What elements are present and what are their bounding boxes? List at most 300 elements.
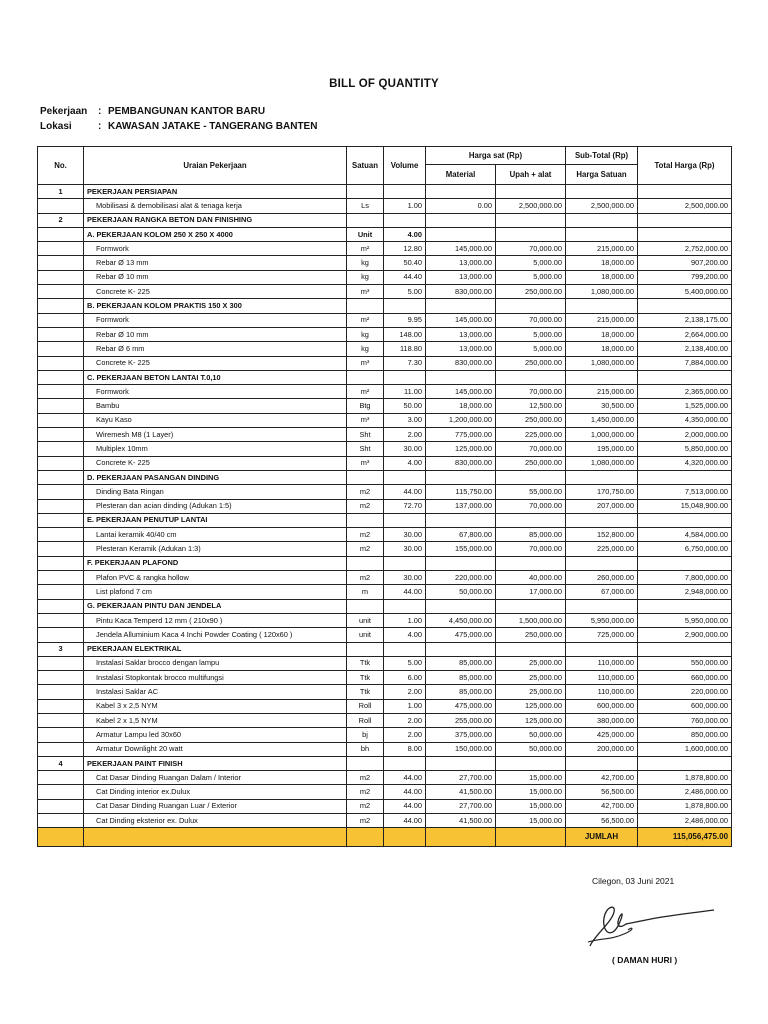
section-row [38, 213, 732, 227]
row-description: Armatur Downlight 20 watt [84, 742, 347, 756]
row-number [38, 542, 84, 556]
row-material: 1,200,000.00 [426, 413, 496, 427]
meta-value: PEMBANGUNAN KANTOR BARU [108, 106, 266, 117]
row-upah: 15,000.00 [496, 771, 566, 785]
row-number [38, 327, 84, 341]
row-unit [347, 370, 384, 384]
row-material [426, 370, 496, 384]
row-harga-satuan: 18,000.00 [566, 270, 638, 284]
row-description: Concrete K- 225 [84, 285, 347, 299]
row-volume: 118.80 [384, 342, 426, 356]
row-upah: 70,000.00 [496, 542, 566, 556]
row-description: Mobilisasi & demobilisasi alat & tenaga kerja [84, 199, 347, 213]
row-number [38, 442, 84, 456]
row-number [38, 485, 84, 499]
row-unit: m2 [347, 771, 384, 785]
table-row [38, 428, 732, 442]
table-row [38, 313, 732, 327]
row-description: Cat Dasar Dinding Ruangan Luar / Exterior [84, 799, 347, 813]
row-upah: 17,000.00 [496, 585, 566, 599]
subsection-row [38, 299, 732, 313]
row-harga-satuan: 215,000.00 [566, 385, 638, 399]
row-description: Concrete K- 225 [84, 356, 347, 370]
row-unit: kg [347, 256, 384, 270]
row-volume: 5.00 [384, 285, 426, 299]
table-row [38, 528, 732, 542]
row-description: B. PEKERJAAN KOLOM PRAKTIS 150 X 300 [84, 299, 347, 313]
row-harga-satuan: 18,000.00 [566, 256, 638, 270]
row-number [38, 285, 84, 299]
row-material: 145,000.00 [426, 385, 496, 399]
row-material [426, 299, 496, 313]
row-number [38, 385, 84, 399]
row-total [638, 185, 732, 199]
row-volume: 1.00 [384, 199, 426, 213]
row-total: 1,600,000.00 [638, 742, 732, 756]
row-upah: 5,000.00 [496, 327, 566, 341]
row-material [426, 556, 496, 570]
signature-name: ( DAMAN HURI ) [612, 955, 678, 965]
row-total: 907,200.00 [638, 256, 732, 270]
row-description: PEKERJAAN RANGKA BETON DAN FINISHING [84, 213, 347, 227]
row-material: 4,450,000.00 [426, 613, 496, 627]
row-unit [347, 185, 384, 199]
row-unit [347, 599, 384, 613]
table-row [38, 628, 732, 642]
row-material: 67,800.00 [426, 528, 496, 542]
section-row [38, 756, 732, 770]
row-upah: 40,000.00 [496, 571, 566, 585]
header-harga-satuan: Harga Satuan [566, 165, 638, 185]
row-total: 760,000.00 [638, 713, 732, 727]
row-total [638, 227, 732, 241]
row-material: 13,000.00 [426, 327, 496, 341]
row-number [38, 313, 84, 327]
row-unit: Sht [347, 428, 384, 442]
section-row [38, 642, 732, 656]
row-total: 2,664,000.00 [638, 327, 732, 341]
row-total [638, 213, 732, 227]
table-row [38, 199, 732, 213]
row-total: 7,800,000.00 [638, 571, 732, 585]
row-volume: 1.00 [384, 613, 426, 627]
row-upah: 25,000.00 [496, 671, 566, 685]
row-material: 155,000.00 [426, 542, 496, 556]
row-total: 799,200.00 [638, 270, 732, 284]
row-harga-satuan: 725,000.00 [566, 628, 638, 642]
row-upah: 50,000.00 [496, 742, 566, 756]
row-number [38, 470, 84, 484]
row-material: 115,750.00 [426, 485, 496, 499]
row-number [38, 771, 84, 785]
row-unit [347, 299, 384, 313]
subsection-row [38, 513, 732, 527]
table-row [38, 785, 732, 799]
row-volume: 4.00 [384, 227, 426, 241]
row-volume: 30.00 [384, 442, 426, 456]
row-harga-satuan: 56,500.00 [566, 814, 638, 828]
row-unit: m² [347, 313, 384, 327]
row-material: 475,000.00 [426, 628, 496, 642]
row-description: Plafon PVC & rangka hollow [84, 571, 347, 585]
row-total: 2,365,000.00 [638, 385, 732, 399]
row-volume: 44.40 [384, 270, 426, 284]
row-harga-satuan: 215,000.00 [566, 313, 638, 327]
row-volume: 30.00 [384, 542, 426, 556]
row-harga-satuan: 1,080,000.00 [566, 356, 638, 370]
row-material: 145,000.00 [426, 242, 496, 256]
row-unit: m2 [347, 571, 384, 585]
row-unit: m2 [347, 814, 384, 828]
row-volume [384, 213, 426, 227]
row-material: 125,000.00 [426, 442, 496, 456]
table-row [38, 442, 732, 456]
table-row [38, 285, 732, 299]
row-number [38, 742, 84, 756]
row-material [426, 642, 496, 656]
row-volume [384, 642, 426, 656]
row-number [38, 513, 84, 527]
row-upah: 70,000.00 [496, 242, 566, 256]
row-harga-satuan: 170,750.00 [566, 485, 638, 499]
total-cell [384, 828, 426, 847]
row-upah: 2,500,000.00 [496, 199, 566, 213]
total-cell [38, 828, 84, 847]
row-harga-satuan: 30,500.00 [566, 399, 638, 413]
row-volume: 44.00 [384, 785, 426, 799]
row-upah: 250,000.00 [496, 628, 566, 642]
meta-label: Lokasi [40, 121, 72, 132]
row-harga-satuan: 42,700.00 [566, 799, 638, 813]
header-material: Material [426, 165, 496, 185]
row-upah: 50,000.00 [496, 728, 566, 742]
row-material [426, 470, 496, 484]
row-total: 2,000,000.00 [638, 428, 732, 442]
row-number [38, 599, 84, 613]
row-description: Cat Dasar Dinding Ruangan Dalam / Interior [84, 771, 347, 785]
meta-pekerjaan [40, 106, 265, 117]
row-unit [347, 213, 384, 227]
row-volume [384, 599, 426, 613]
row-number [38, 671, 84, 685]
signature-mark [584, 896, 724, 952]
table-row [38, 814, 732, 828]
row-description: Rebar Ø 13 mm [84, 256, 347, 270]
row-harga-satuan [566, 213, 638, 227]
row-number [38, 613, 84, 627]
row-total: 5,950,000.00 [638, 613, 732, 627]
row-description: Kayu Kaso [84, 413, 347, 427]
total-row [38, 828, 732, 847]
row-number [38, 413, 84, 427]
row-unit: Roll [347, 713, 384, 727]
row-harga-satuan: 380,000.00 [566, 713, 638, 727]
row-upah: 5,000.00 [496, 342, 566, 356]
table-row [38, 771, 732, 785]
subsection-row [38, 370, 732, 384]
row-material: 775,000.00 [426, 428, 496, 442]
row-material: 255,000.00 [426, 713, 496, 727]
row-volume [384, 513, 426, 527]
row-total: 600,000.00 [638, 699, 732, 713]
row-volume [384, 470, 426, 484]
row-material: 830,000.00 [426, 356, 496, 370]
row-unit: Ls [347, 199, 384, 213]
row-unit [347, 756, 384, 770]
row-description: D. PEKERJAAN PASANGAN DINDING [84, 470, 347, 484]
row-number [38, 199, 84, 213]
row-upah [496, 227, 566, 241]
row-upah: 70,000.00 [496, 442, 566, 456]
row-total: 660,000.00 [638, 671, 732, 685]
subsection-row [38, 556, 732, 570]
row-material: 85,000.00 [426, 685, 496, 699]
row-upah [496, 756, 566, 770]
row-upah: 1,500,000.00 [496, 613, 566, 627]
row-volume: 2.00 [384, 728, 426, 742]
row-harga-satuan: 2,500,000.00 [566, 199, 638, 213]
row-material: 50,000.00 [426, 585, 496, 599]
row-description: Formwork [84, 313, 347, 327]
row-volume: 7.30 [384, 356, 426, 370]
row-total: 15,048,900.00 [638, 499, 732, 513]
row-description: Cat Dinding eksterior ex. Dulux [84, 814, 347, 828]
row-unit [347, 470, 384, 484]
row-material: 41,500.00 [426, 814, 496, 828]
row-number [38, 342, 84, 356]
subsection-row [38, 227, 732, 241]
row-volume [384, 756, 426, 770]
row-harga-satuan: 207,000.00 [566, 499, 638, 513]
row-volume: 44.00 [384, 485, 426, 499]
table-row [38, 728, 732, 742]
row-unit [347, 642, 384, 656]
table-row [38, 270, 732, 284]
row-harga-satuan: 215,000.00 [566, 242, 638, 256]
row-upah: 12,500.00 [496, 399, 566, 413]
row-total: 7,513,000.00 [638, 485, 732, 499]
row-description: E. PEKERJAAN PENUTUP LANTAI [84, 513, 347, 527]
row-harga-satuan: 425,000.00 [566, 728, 638, 742]
row-upah: 250,000.00 [496, 356, 566, 370]
row-material [426, 213, 496, 227]
row-number [38, 713, 84, 727]
row-upah: 15,000.00 [496, 785, 566, 799]
table-row [38, 456, 732, 470]
row-total: 5,400,000.00 [638, 285, 732, 299]
row-description: PEKERJAAN PAINT FINISH [84, 756, 347, 770]
meta-label: Pekerjaan [40, 106, 88, 117]
row-upah [496, 299, 566, 313]
row-unit: Ttk [347, 656, 384, 670]
row-description: Multiplex 10mm [84, 442, 347, 456]
row-total: 4,320,000.00 [638, 456, 732, 470]
row-upah [496, 470, 566, 484]
row-harga-satuan: 152,800.00 [566, 528, 638, 542]
row-unit [347, 513, 384, 527]
row-harga-satuan: 1,000,000.00 [566, 428, 638, 442]
row-description: Instalasi Saklar brocco dengan lampu [84, 656, 347, 670]
row-volume [384, 370, 426, 384]
header-no: No. [38, 147, 84, 185]
row-number: 1 [38, 185, 84, 199]
signature-date: Cilegon, 03 Juni 2021 [592, 876, 675, 886]
row-volume: 44.00 [384, 814, 426, 828]
row-harga-satuan: 600,000.00 [566, 699, 638, 713]
row-number [38, 428, 84, 442]
total-cell [496, 828, 566, 847]
row-number [38, 628, 84, 642]
row-total [638, 299, 732, 313]
row-unit: m2 [347, 542, 384, 556]
row-number [38, 556, 84, 570]
row-number [38, 499, 84, 513]
header-upah: Upah + alat [496, 165, 566, 185]
table-row [38, 327, 732, 341]
row-harga-satuan: 110,000.00 [566, 685, 638, 699]
row-description: Armatur Lampu led 30x60 [84, 728, 347, 742]
row-volume [384, 185, 426, 199]
row-unit: bj [347, 728, 384, 742]
table-row [38, 613, 732, 627]
row-volume: 12.80 [384, 242, 426, 256]
row-unit: unit [347, 613, 384, 627]
row-harga-satuan [566, 227, 638, 241]
row-number: 4 [38, 756, 84, 770]
table-row [38, 499, 732, 513]
row-upah [496, 556, 566, 570]
row-material: 137,000.00 [426, 499, 496, 513]
row-unit: m³ [347, 413, 384, 427]
row-harga-satuan: 67,000.00 [566, 585, 638, 599]
table-row [38, 385, 732, 399]
row-unit: m2 [347, 485, 384, 499]
section-row [38, 185, 732, 199]
row-upah: 70,000.00 [496, 313, 566, 327]
header-satuan: Satuan [347, 147, 384, 185]
row-harga-satuan: 1,450,000.00 [566, 413, 638, 427]
row-total: 220,000.00 [638, 685, 732, 699]
row-number [38, 785, 84, 799]
row-harga-satuan: 110,000.00 [566, 656, 638, 670]
row-unit: Sht [347, 442, 384, 456]
row-number [38, 571, 84, 585]
row-unit: m³ [347, 456, 384, 470]
row-upah: 225,000.00 [496, 428, 566, 442]
row-upah [496, 599, 566, 613]
boq-table [37, 146, 732, 847]
row-total: 5,850,000.00 [638, 442, 732, 456]
row-unit: m [347, 585, 384, 599]
row-description: Instalasi Stopkontak brocco multifungsi [84, 671, 347, 685]
row-material: 41,500.00 [426, 785, 496, 799]
subsection-row [38, 470, 732, 484]
row-number [38, 799, 84, 813]
row-unit: bh [347, 742, 384, 756]
row-upah [496, 213, 566, 227]
row-number [38, 728, 84, 742]
row-harga-satuan [566, 513, 638, 527]
meta-lokasi [40, 121, 317, 132]
table-body [38, 185, 732, 828]
table-row [38, 742, 732, 756]
row-volume: 1.00 [384, 699, 426, 713]
row-upah: 25,000.00 [496, 656, 566, 670]
row-description: Pintu Kaca Temperd 12 mm ( 210x90 ) [84, 613, 347, 627]
table-row [38, 356, 732, 370]
row-volume: 5.00 [384, 656, 426, 670]
row-number: 2 [38, 213, 84, 227]
row-unit: unit [347, 628, 384, 642]
row-total: 2,948,000.00 [638, 585, 732, 599]
meta-separator: : [98, 121, 102, 132]
row-unit: Ttk [347, 671, 384, 685]
row-total: 7,884,000.00 [638, 356, 732, 370]
row-total: 1,525,000.00 [638, 399, 732, 413]
table-row [38, 699, 732, 713]
row-total [638, 513, 732, 527]
header-harga-sat: Harga sat (Rp) [426, 147, 566, 165]
row-description: List plafond 7 cm [84, 585, 347, 599]
row-material [426, 513, 496, 527]
row-total: 2,486,000.00 [638, 785, 732, 799]
row-upah: 70,000.00 [496, 499, 566, 513]
row-volume: 9.95 [384, 313, 426, 327]
row-upah: 250,000.00 [496, 456, 566, 470]
row-number [38, 270, 84, 284]
row-volume: 4.00 [384, 628, 426, 642]
row-number [38, 299, 84, 313]
row-material: 220,000.00 [426, 571, 496, 585]
row-description: Rebar Ø 10 mm [84, 327, 347, 341]
row-number [38, 256, 84, 270]
row-volume: 30.00 [384, 528, 426, 542]
row-volume: 8.00 [384, 742, 426, 756]
total-cell [84, 828, 347, 847]
row-unit: Ttk [347, 685, 384, 699]
row-number [38, 585, 84, 599]
row-number [38, 528, 84, 542]
row-unit: m2 [347, 528, 384, 542]
row-harga-satuan [566, 556, 638, 570]
row-harga-satuan [566, 642, 638, 656]
row-material: 27,700.00 [426, 799, 496, 813]
row-total: 2,138,175.00 [638, 313, 732, 327]
row-harga-satuan: 42,700.00 [566, 771, 638, 785]
row-upah: 5,000.00 [496, 256, 566, 270]
table-row [38, 485, 732, 499]
row-volume: 50.40 [384, 256, 426, 270]
row-unit [347, 556, 384, 570]
row-volume: 4.00 [384, 456, 426, 470]
row-unit: m³ [347, 285, 384, 299]
row-upah: 15,000.00 [496, 814, 566, 828]
subsection-row [38, 599, 732, 613]
row-harga-satuan: 56,500.00 [566, 785, 638, 799]
row-total [638, 556, 732, 570]
row-number [38, 685, 84, 699]
row-total [638, 642, 732, 656]
row-volume: 11.00 [384, 385, 426, 399]
row-upah: 250,000.00 [496, 285, 566, 299]
row-unit: m2 [347, 499, 384, 513]
table-row [38, 799, 732, 813]
row-description: Instalasi Saklar AC [84, 685, 347, 699]
row-unit: Roll [347, 699, 384, 713]
row-total: 2,500,000.00 [638, 199, 732, 213]
row-material [426, 227, 496, 241]
row-volume: 44.00 [384, 585, 426, 599]
